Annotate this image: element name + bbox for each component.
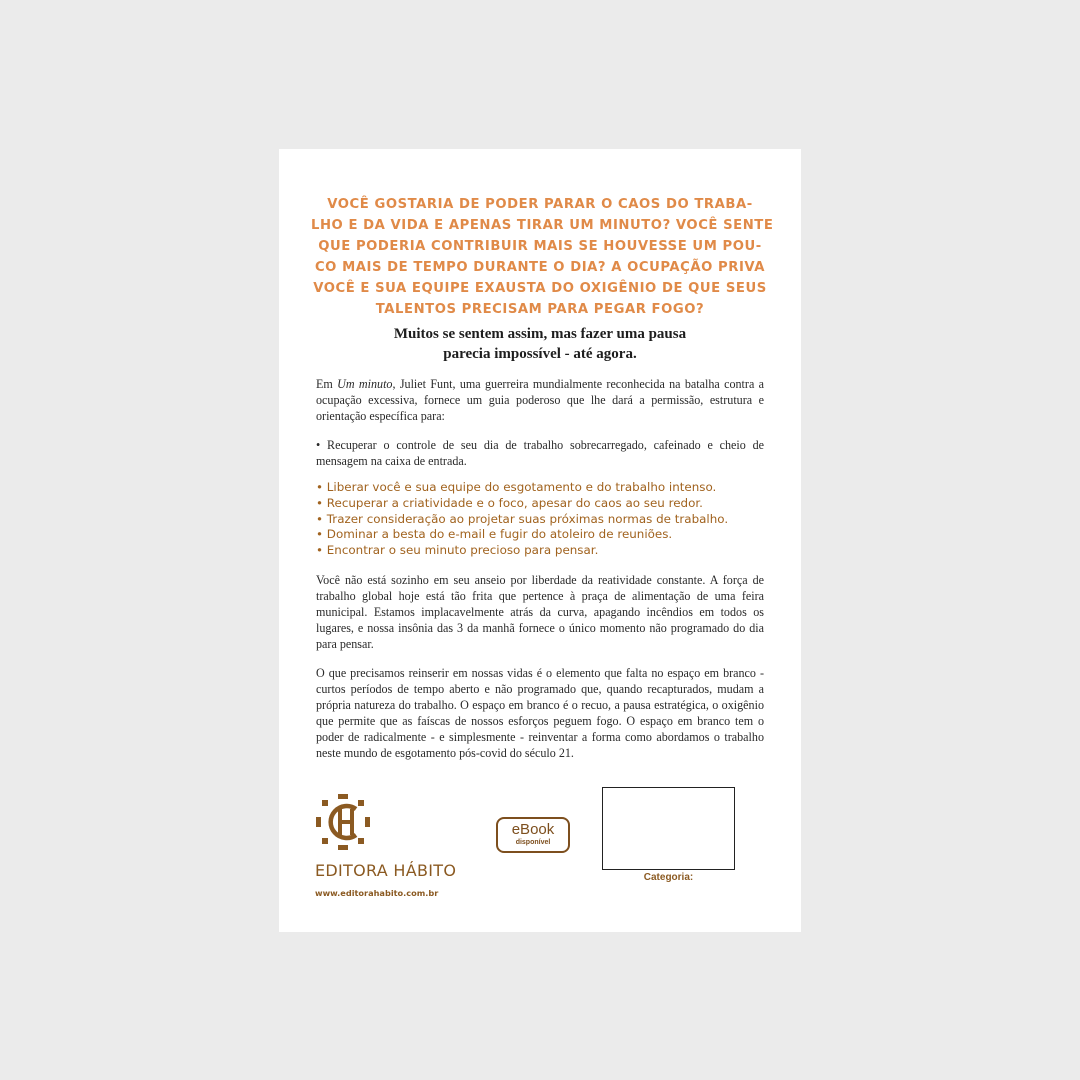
- intro-paragraph: [316, 376, 764, 424]
- subheadline-line: parecia impossível - até agora.: [443, 346, 637, 362]
- paragraph-three: O que precisamos reinserir em nossas vidas é o elemento que falta no espaço em branco - curtos períodos de tempo aberto e não programado que, quando recapturados, mudam a própria natureza do trabalho. O espaço em branco é o recuo, a pausa estratégica, o oxigênio que permite que as faíscas de nossos esforços peguem fogo. O espaço em branco tem o poder de radicalmente - e simplesmente - reinventar a forma como abordamos o trabalho neste mundo de esgotamento pós-covid do século 21.: [316, 666, 764, 760]
- headline-line: CO MAIS DE TEMPO DURANTE O DIA? A OCUPAÇÃO PRIVA: [314, 260, 766, 275]
- headline-line: QUE PODERIA CONTRIBUIR MAIS SE HOUVESSE UM POU-: [318, 239, 762, 254]
- benefits-list: [316, 480, 776, 559]
- book-title: Um minuto: [337, 377, 393, 391]
- paragraph-two: Você não está sozinho em seu anseio por liberdade da reatividade constante. A força de trabalho global hoje está tão frita que pertence à praça de alimentação de uma feira municipal. Estamos implacavelmente atrás da curva, apagando incêndios em todos os lugares, e nossa insônia das 3 da manhã fornece o único momento não programado do dia para pensar.: [316, 573, 764, 651]
- category-box: [602, 787, 735, 870]
- intro-text: , Juliet Funt, uma guerreira mundialmente reconhecida na batalha contra a ocupação excessiva, fornece um guia poderoso que lhe dará a permissão, estrutura e orientação específica para:: [316, 377, 764, 423]
- editora-habito-logo-icon: [316, 794, 370, 850]
- benefit-item: • Trazer consideração ao projetar suas próximas normas de trabalho.: [316, 511, 729, 526]
- headline-line: VOCÊ E SUA EQUIPE EXAUSTA DO OXIGÊNIO DE QUE SEUS: [313, 281, 767, 296]
- ebook-title: eBook: [511, 821, 555, 838]
- subheadline: [319, 324, 761, 364]
- ebook-subtitle: disponível: [515, 839, 551, 846]
- publisher-url: www.editorahabito.com.br: [315, 888, 439, 898]
- headline-line: TALENTOS PRECISAM PARA PEGAR FOGO?: [375, 302, 705, 317]
- subheadline-line: Muitos se sentem assim, mas fazer uma pausa: [393, 326, 687, 342]
- category-label: Categoria:: [643, 872, 694, 883]
- publisher-name: EDITORA HÁBITO: [315, 861, 457, 880]
- headline-line: VOCÊ GOSTARIA DE PODER PARAR O CAOS DO TRABA-: [327, 197, 753, 212]
- intro-prefix: Em: [316, 377, 338, 391]
- benefit-item: • Dominar a besta do e-mail e fugir do atoleiro de reuniões.: [316, 527, 673, 542]
- benefit-item: • Recuperar a criatividade e o foco, apesar do caos ao seu redor.: [316, 495, 703, 510]
- first-bullet: • Recuperar o controle de seu dia de trabalho sobrecarregado, cafeinado e cheio de mensagem na caixa de entrada.: [316, 438, 764, 468]
- headline-line: LHO E DA VIDA E APENAS TIRAR UM MINUTO? VOCÊ SENTE: [311, 218, 774, 233]
- publisher-block: [312, 794, 482, 904]
- ebook-badge: [496, 817, 570, 853]
- headline: [311, 194, 774, 320]
- book-back-cover: [279, 149, 801, 932]
- benefit-item: • Encontrar o seu minuto precioso para pensar.: [316, 543, 599, 558]
- benefit-item: • Liberar você e sua equipe do esgotamento e do trabalho intenso.: [316, 480, 717, 494]
